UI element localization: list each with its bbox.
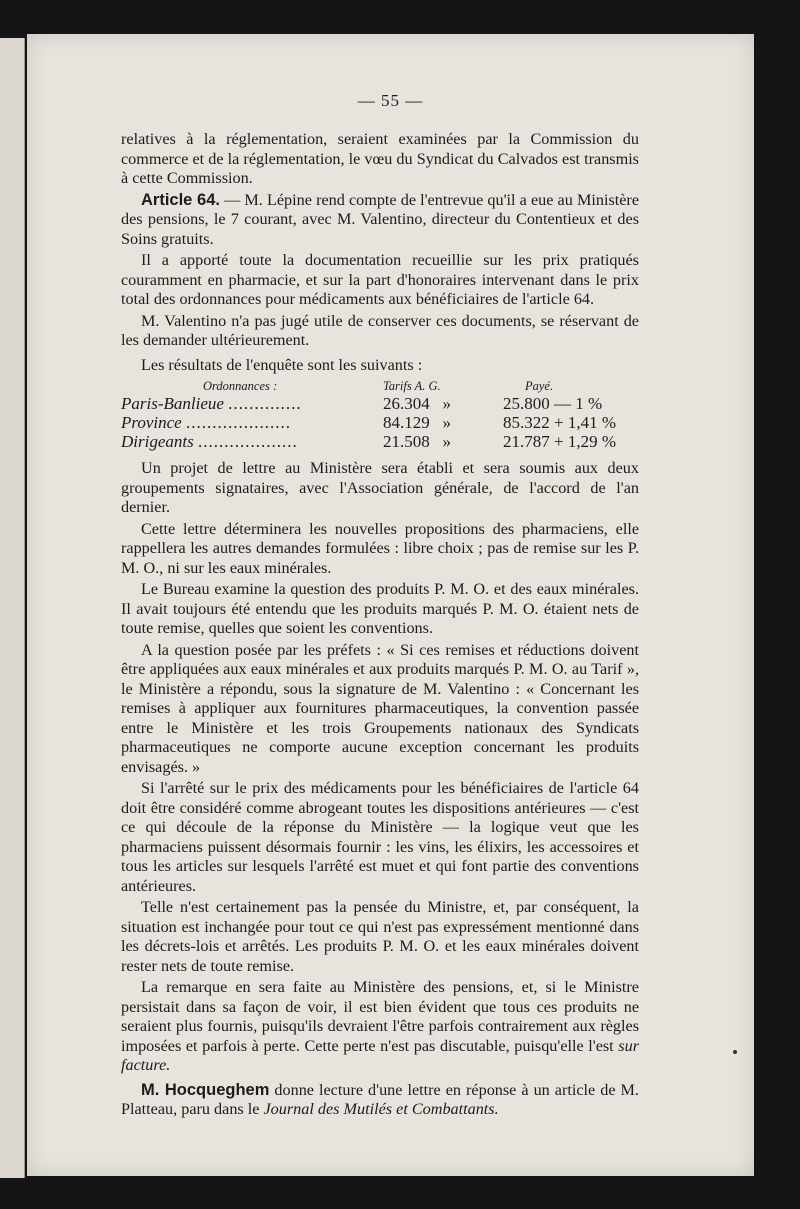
document-page — [27, 34, 754, 1176]
leader-dots: .................... — [185, 413, 291, 432]
page-number: — 55 — — [357, 91, 424, 110]
journal-title: Journal des Mutilés et Combattants. — [263, 1100, 499, 1118]
leader-dots: .............. — [228, 394, 302, 413]
table-header — [121, 379, 639, 394]
paragraph-11: Telle n'est certainement pas la pensée du Ministre, et, par conséquent, la situation est inchangée pour tout ce qui n'est pas expressément mentionné dans les décrets-lois et arrêtés. Les produits P. M. O. et les eaux minérales doivent rester nets de toute remise. — [121, 898, 639, 975]
table-row — [121, 432, 639, 451]
speaker-name: M. Hocqueghem — [141, 1080, 270, 1099]
paragraph-10: Si l'arrêté sur le prix des médicaments pour les bénéficiaires de l'article 64 doit être considéré comme abrogeant toutes les dispositions antérieures — c'est ce qui découle de la réponse du Ministère — la logique veut que les pharmaciens puissent désormais fournir : les vins, les élixirs, les accessoires et tous les articles sur lesquels l'arrêté est muet et qui font partie des conventions antérieures. — [121, 779, 639, 895]
header-ordonnances: Ordonnances : — [203, 379, 278, 393]
row-label: Province — [121, 413, 182, 432]
table-row — [121, 413, 639, 432]
ink-dot — [733, 1050, 737, 1054]
page-body — [121, 130, 639, 1120]
paye-value: 21.787 — [503, 432, 550, 451]
paye-value: 25.800 — [503, 394, 550, 413]
row-label: Dirigeants — [121, 432, 194, 451]
italic-phrase: sur facture. — [121, 1036, 639, 1074]
paragraph-4: M. Valentino n'a pas jugé utile de conserver ces documents, se réservant de les demander ultérieurement. — [121, 311, 639, 349]
facing-page-edge — [0, 38, 25, 1178]
ditto-mark: » — [442, 432, 451, 451]
header-tarifs: Tarifs A. G. — [383, 379, 441, 393]
paragraph-article-64: Article 64. — M. Lépine rend compte de l'entrevue qu'il a eue au Ministère des pensions, le 7 courant, avec M. Valentino, directeur du Contentieux et des Soins gratuits. — [121, 190, 639, 248]
table-row — [121, 394, 639, 413]
diff-value: + 1,29 % — [554, 432, 616, 451]
header-paye: Payé. — [525, 379, 554, 393]
paragraph-13: M. Hocqueghem donne lecture d'une lettre en réponse à un article de M. Platteau, paru dans le Journal des Mutilés et Combattants. — [121, 1080, 639, 1118]
paragraph-8: Le Bureau examine la question des produits P. M. O. et des eaux minérales. Il avait toujours été entendu que les produits marqués P. M. O. étaient nets de toute remise, quelles que soient les conventions. — [121, 580, 639, 637]
paragraph-6: Un projet de lettre au Ministère sera établi et sera soumis aux deux groupements signataires, avec l'Association générale, de l'accord de l'an dernier. — [121, 459, 639, 516]
diff-value: + 1,41 % — [554, 413, 616, 432]
tarif-value: 26.304 — [383, 394, 430, 413]
tarif-value: 21.508 — [383, 432, 430, 451]
results-table — [121, 379, 639, 451]
ditto-mark: » — [442, 413, 451, 432]
diff-value: — 1 % — [554, 394, 603, 413]
paye-value: 85.322 — [503, 413, 550, 432]
paragraph-9: A la question posée par les préfets : « Si ces remises et réductions doivent être appliquées aux eaux minérales et aux produits marqués P. M. O. au Tarif », le Ministère a répondu, sous la signature de M. Valentino : « Concernant les remises à appliquer aux fournitures pharmaceutiques, la convention passée entre le Ministère et les trois Groupements nationaux des Syndicats pharmaceutiques ne comporte aucune exception concernant les produits envisagés. » — [121, 640, 639, 776]
paragraph-5: Les résultats de l'enquête sont les suivants : — [141, 355, 423, 374]
paragraph-7: Cette lettre déterminera les nouvelles propositions des pharmaciens, elle rappellera les autres demandes formulées : libre choix ; pas de remise sur les P. M. O., ni sur les eaux minérales. — [121, 519, 639, 577]
paragraph-3: Il a apporté toute la documentation recueillie sur les prix pratiqués couramment en pharmacie, et sur la part d'honoraires intervenant dans le prix total des ordonnances pour médicaments aux bénéficiaires de l'article 64. — [121, 251, 639, 308]
paragraph-12: La remarque en sera faite au Ministère des pensions, et, si le Ministre persistait dans sa façon de voir, il est bien évident que tous ces produits ne seraient plus fournis, puisqu'ils devraient l'être parfois contrairement aux règles imposées et parfois à perte. Cette perte n'est pas discutable, puisqu'elle l'est sur facture. — [121, 978, 639, 1074]
row-label: Paris-Banlieue — [121, 394, 224, 413]
ditto-mark: » — [442, 394, 451, 413]
paragraph-1: relatives à la réglementation, seraient examinées par la Commission du commerce et de la réglementation, le vœu du Syndicat du Calvados est transmis à cette Commission. — [121, 130, 639, 187]
tarif-value: 84.129 — [383, 413, 430, 432]
article-heading: Article 64. — [141, 190, 220, 209]
leader-dots: ................... — [197, 432, 298, 451]
